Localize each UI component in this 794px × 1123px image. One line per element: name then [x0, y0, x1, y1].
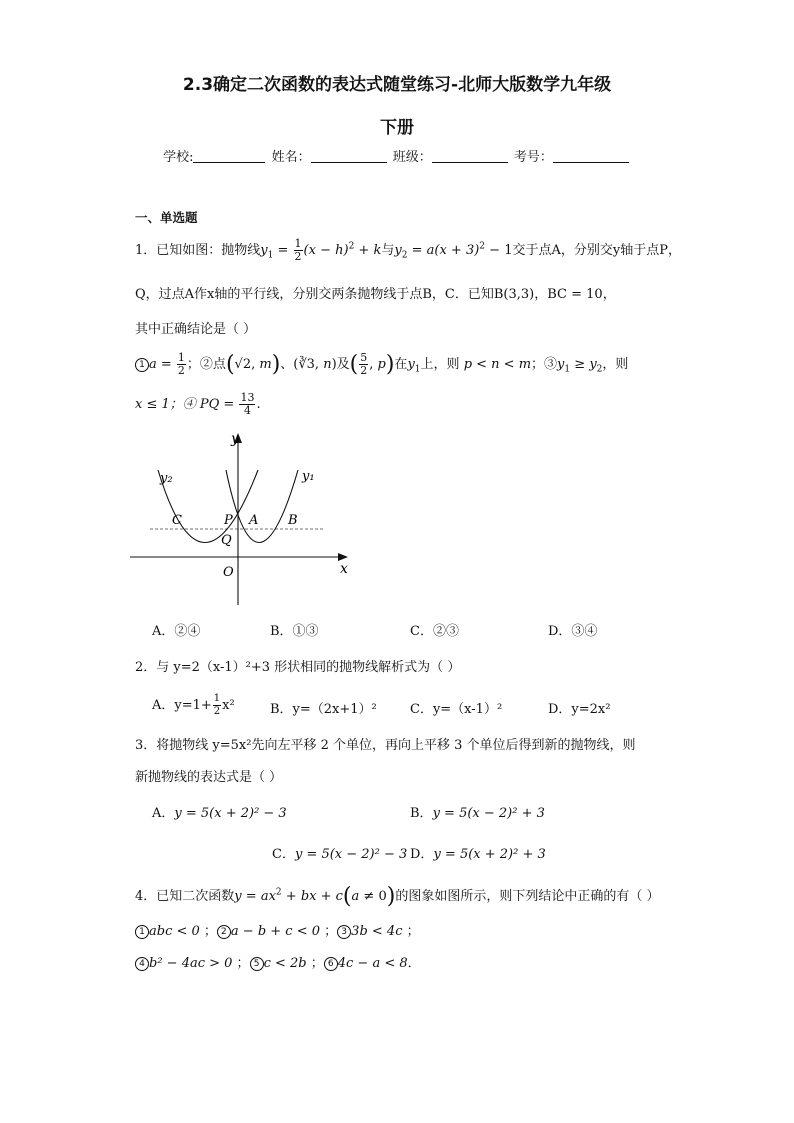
- origin-label: O: [223, 565, 234, 580]
- q1-statements-2: x ≤ 1；④ PQ = $\frac{13}{4}$ .: [135, 391, 261, 417]
- q2-option-b[interactable]: B．y=（2x+1）²: [270, 702, 377, 717]
- school-label: 学校:: [163, 150, 194, 165]
- q4-line-1: 4．已知二次函数$y = ax^2$ + bx + c(a ≠ 0)的图象如图所示，则下列结论中正确的有（ ）: [135, 884, 660, 909]
- q1-option-b[interactable]: B．①③: [270, 624, 319, 639]
- q1-line-2: Q，过点A作x轴的平行线，分别交两条抛物线于点B，C．已知B(3,3)，BC = 10，: [135, 287, 616, 302]
- section-heading: 一、单选题: [135, 210, 198, 225]
- circled-1: 1: [135, 358, 149, 372]
- q1-line-3: 其中正确结论是（ ）: [135, 322, 257, 337]
- q1-option-a[interactable]: A．②④: [152, 624, 201, 639]
- q3-option-b[interactable]: B．y = 5(x − 2)² + 3: [410, 806, 545, 821]
- q1-option-d[interactable]: D．③④: [548, 624, 598, 639]
- student-info-row: [0, 146, 794, 165]
- point-a-label: A: [249, 513, 259, 528]
- q1-option-c[interactable]: C．②③: [410, 624, 459, 639]
- fraction: $\frac{1}{2}$: [294, 237, 302, 263]
- y-axis-label: y: [231, 431, 239, 447]
- title-line-2: 下册: [380, 118, 414, 138]
- y1-label: y₁: [302, 469, 315, 484]
- x-axis-label: x: [340, 561, 348, 577]
- q2-option-d[interactable]: D．y=2x²: [548, 702, 611, 717]
- q3-option-a[interactable]: A．y = 5(x + 2)² − 3: [152, 806, 287, 821]
- school-field[interactable]: [193, 150, 265, 163]
- exam-no-label: 考号：: [513, 150, 553, 165]
- q4-items-2: 4 b² − 4ac > 0 ； 5 c < 2b ； 6 4c − a < 8．: [135, 952, 421, 971]
- class-label: 班级：: [392, 150, 432, 165]
- class-field[interactable]: [432, 150, 508, 163]
- q1-statements-1: 1 a = $\frac{1}{2}$ ；②点(√2, m)、(∛3, n)及( $\frac{5}{2}$ , p)在$y_1$上，则 p < n < m；$③y_1 \ge y_2$，则: [135, 352, 628, 377]
- point-q-label: Q: [221, 533, 232, 548]
- name-label: 姓名：: [271, 150, 311, 165]
- q2-stem: 2．与 y=2（x-1）²+3 形状相同的抛物线解析式为（ ）: [135, 660, 461, 675]
- q1-line-1: 1．已知如图：抛物线$y_1$ = $\frac{1}{2}$ $(x - h)^2 + k$与$y_2 = a(x + 3)^2 - 1$交于点A，分别交y轴于点P，: [135, 237, 681, 263]
- q3-option-d[interactable]: D．y = 5(x + 2)² + 3: [410, 847, 546, 862]
- name-field[interactable]: [311, 150, 387, 163]
- exam-no-field[interactable]: [553, 150, 629, 163]
- q2-option-c[interactable]: C．y=（x-1）²: [410, 702, 503, 717]
- q3-line-2: 新抛物线的表达式是（ ）: [135, 770, 283, 785]
- q3-option-c[interactable]: C．y = 5(x − 2)² − 3: [272, 847, 408, 862]
- q3-line-1: 3．将抛物线 y=5x²先向左平移 2 个单位，再向上平移 3 个单位后得到新的抛物线，则: [135, 738, 636, 753]
- q1-graph: [130, 425, 360, 610]
- y2-label: y₂: [160, 471, 173, 486]
- point-b-label: B: [288, 513, 298, 528]
- title-line-1: 2.3确定二次函数的表达式随堂练习-北师大版数学九年级: [182, 75, 612, 95]
- q2-option-a[interactable]: A．y=1+ $\frac{1}{2}$ x²: [152, 693, 235, 717]
- point-p-label: P: [224, 513, 233, 528]
- q4-items-1: 1 abc < 0 ； 2 a − b + c < 0 ； 3 3b < 4c ；: [135, 920, 420, 939]
- point-c-label: C: [172, 513, 182, 528]
